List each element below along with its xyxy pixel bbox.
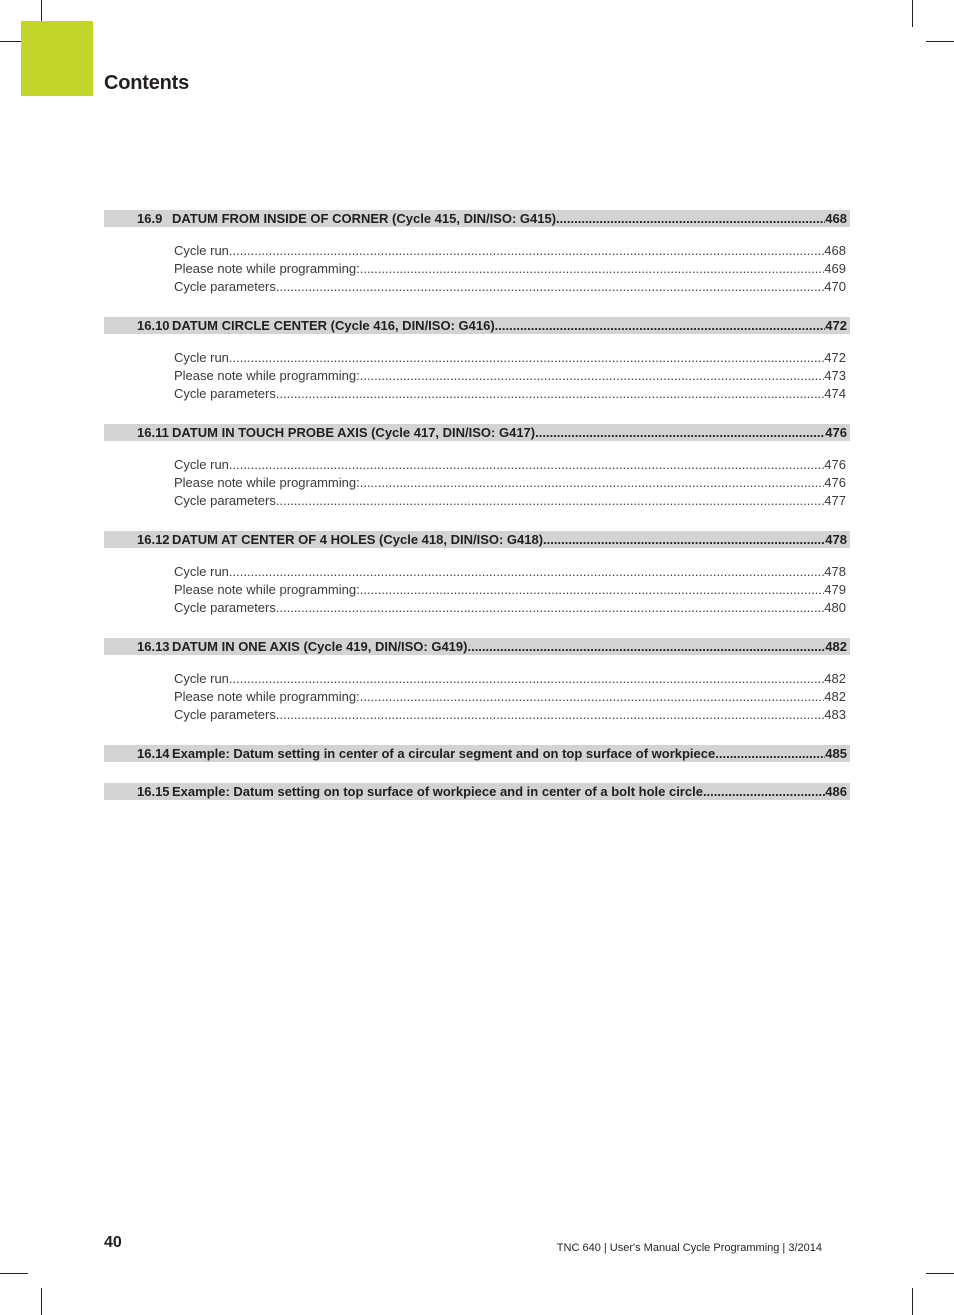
chapter-title: DATUM IN ONE AXIS (Cycle 419, DIN/ISO: G419) (172, 639, 468, 654)
crop-mark (912, 1288, 913, 1315)
entry-page: 469 (824, 261, 846, 276)
dot-leader (276, 488, 824, 514)
entry-page: 483 (824, 707, 846, 722)
group-spacer (104, 514, 850, 531)
entry-page: 476 (824, 457, 846, 472)
chapter-number: 16.9 (137, 211, 163, 226)
dot-leader (715, 745, 825, 762)
toc-chapter-row[interactable] (104, 317, 850, 334)
entry-page: 477 (824, 493, 846, 508)
group-spacer (104, 300, 850, 317)
entry-page: 468 (824, 243, 846, 258)
entry-label: Cycle run (174, 350, 229, 365)
chapter-tab-block (21, 21, 93, 96)
toc-entry[interactable] (174, 595, 850, 621)
entry-page: 479 (824, 582, 846, 597)
toc-chapter-row[interactable] (104, 745, 850, 762)
dot-leader (276, 595, 824, 621)
entry-page: 480 (824, 600, 846, 615)
entry-page: 473 (824, 368, 846, 383)
entry-page: 478 (824, 564, 846, 579)
entry-label: Cycle run (174, 671, 229, 686)
chapter-number: 16.15 (137, 784, 170, 799)
entry-page: 482 (824, 689, 846, 704)
chapter-page: 485 (825, 746, 847, 761)
group-spacer (104, 621, 850, 638)
entry-label: Cycle parameters (174, 707, 276, 722)
chapter-page: 468 (825, 211, 847, 226)
page-title: Contents (104, 72, 190, 94)
dot-leader (276, 381, 824, 407)
page-number: 40 (104, 1234, 122, 1251)
dot-leader (495, 317, 826, 334)
toc-chapter-row[interactable] (104, 424, 850, 441)
entry-label: Please note while programming: (174, 368, 360, 383)
entry-label: Cycle parameters (174, 386, 276, 401)
group-spacer (104, 407, 850, 424)
chapter-page: 482 (825, 639, 847, 654)
dot-leader (556, 210, 825, 227)
entry-label: Please note while programming: (174, 475, 360, 490)
crop-mark (912, 0, 913, 27)
chapter-title: DATUM AT CENTER OF 4 HOLES (Cycle 418, DIN/ISO: G418) (172, 532, 544, 547)
entry-page: 472 (824, 350, 846, 365)
toc-entry[interactable] (174, 702, 850, 728)
toc-chapter-row[interactable] (104, 783, 850, 800)
entry-label: Cycle run (174, 564, 229, 579)
dot-leader (543, 531, 825, 548)
crop-mark (0, 1273, 28, 1274)
table-of-contents (104, 210, 850, 821)
chapter-number: 16.12 (137, 532, 170, 547)
entry-label: Cycle parameters (174, 600, 276, 615)
entry-page: 482 (824, 671, 846, 686)
chapter-page: 486 (825, 784, 847, 799)
dot-leader (276, 702, 824, 728)
group-spacer (104, 728, 850, 745)
toc-chapter-row[interactable] (104, 210, 850, 227)
entry-page: 474 (824, 386, 846, 401)
dot-leader (703, 783, 825, 800)
entry-label: Please note while programming: (174, 689, 360, 704)
chapter-title: Example: Datum setting on top surface of workpiece and in center of a bolt hole circle (172, 784, 703, 799)
toc-entry[interactable] (174, 381, 850, 407)
toc-entry[interactable] (174, 488, 850, 514)
chapter-number: 16.11 (137, 425, 169, 440)
chapter-page: 478 (825, 532, 847, 547)
entry-label: Please note while programming: (174, 582, 360, 597)
entry-label: Cycle parameters (174, 493, 276, 508)
crop-mark (41, 1288, 42, 1315)
chapter-title: Example: Datum setting in center of a circular segment and on top surface of workpiece (172, 746, 716, 761)
entry-label: Cycle run (174, 457, 229, 472)
chapter-number: 16.10 (137, 318, 170, 333)
crop-mark (926, 1273, 954, 1274)
dot-leader (276, 274, 824, 300)
dot-leader (467, 638, 825, 655)
chapter-page: 472 (825, 318, 847, 333)
entry-label: Please note while programming: (174, 261, 360, 276)
crop-mark (926, 41, 954, 42)
chapter-title: DATUM CIRCLE CENTER (Cycle 416, DIN/ISO: G416) (172, 318, 495, 333)
chapter-page: 476 (825, 425, 847, 440)
toc-chapter-row[interactable] (104, 638, 850, 655)
chapter-number: 16.14 (137, 746, 170, 761)
footer-reference: TNC 640 | User's Manual Cycle Programming | 3/2014 (556, 1242, 822, 1254)
entry-page: 476 (824, 475, 846, 490)
chapter-title: DATUM IN TOUCH PROBE AXIS (Cycle 417, DIN/ISO: G417) (172, 425, 536, 440)
chapter-title: DATUM FROM INSIDE OF CORNER (Cycle 415, DIN/ISO: G415) (172, 211, 557, 226)
toc-chapter-row[interactable] (104, 531, 850, 548)
entry-label: Cycle run (174, 243, 229, 258)
entry-page: 470 (824, 279, 846, 294)
dot-leader (535, 424, 825, 441)
toc-entry[interactable] (174, 274, 850, 300)
chapter-number: 16.13 (137, 639, 170, 654)
entry-label: Cycle parameters (174, 279, 276, 294)
